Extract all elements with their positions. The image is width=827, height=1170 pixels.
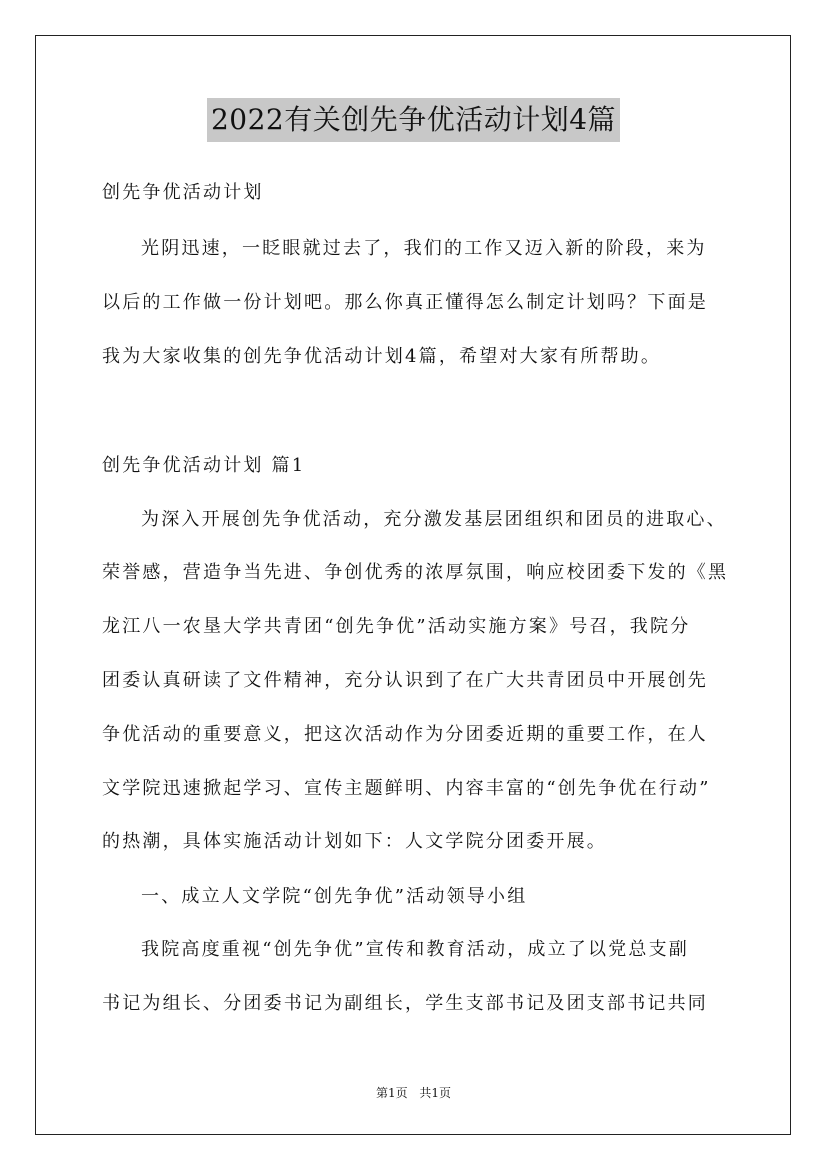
- intro-line-1: 光阴迅速，一眨眼就过去了，我们的工作又迈入新的阶段，来为: [141, 238, 707, 259]
- intro-line-2: 以后的工作做一份计划吧。那么你真正懂得怎么制定计划吗？下面是: [102, 292, 708, 313]
- title-container: [0, 98, 827, 142]
- document-title: 2022有关创先争优活动计划4篇: [207, 98, 620, 142]
- section-line-4: 团委认真研读了文件精神，充分认识到了在广大共青团员中开展创先: [102, 670, 708, 691]
- section-line-7: 的热潮，具体实施活动计划如下：人文学院分团委开展。: [102, 831, 607, 852]
- page-number: 第1页: [375, 1086, 408, 1100]
- section-line-6: 文学院迅速掀起学习、宣传主题鲜明、内容丰富的“创先争优在行动”: [102, 778, 711, 799]
- section-line-5: 争优活动的重要意义，把这次活动作为分团委近期的重要工作，在人: [102, 724, 708, 745]
- page-count: 共1页: [419, 1086, 452, 1100]
- intro-line-3: 我为大家收集的创先争优活动计划4篇，希望对大家有所帮助。: [102, 346, 662, 367]
- section-heading: 创先争优活动计划 篇1: [102, 455, 306, 476]
- page-footer: [0, 1084, 827, 1101]
- subheading: 一、成立人文学院“创先争优”活动领导小组: [141, 886, 528, 907]
- section-line-1: 为深入开展创先争优活动，充分激发基层团组织和团员的进取心、: [141, 509, 727, 530]
- section-line-2: 荣誉感，营造争当先进、争创优秀的浓厚氛围，响应校团委下发的《黑: [102, 562, 729, 583]
- sub-line-1: 我院高度重视“创先争优”宣传和教育活动，成立了以党总支副: [141, 939, 690, 960]
- section-line-3: 龙江八一农垦大学共青团“创先争优”活动实施方案》号召，我院分: [102, 616, 691, 637]
- intro-heading: 创先争优活动计划: [102, 182, 264, 203]
- sub-line-2: 书记为组长、分团委书记为副组长，学生支部书记及团支部书记共同: [102, 993, 708, 1014]
